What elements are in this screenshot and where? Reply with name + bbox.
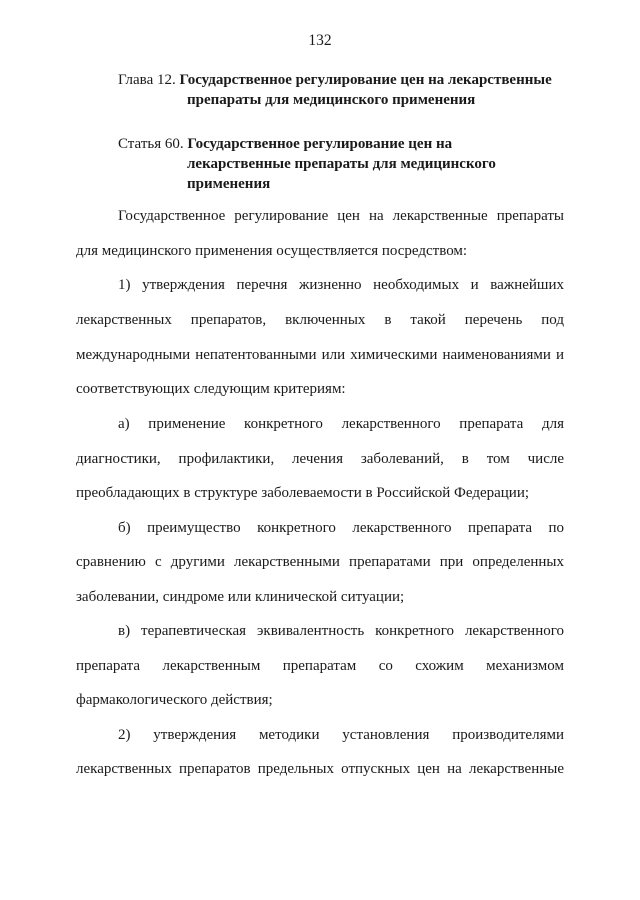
text-line: для медицинского применения осуществляется посредством: (76, 243, 468, 259)
text-line: 2) утверждения методики установления производителями (118, 727, 564, 743)
text-line: диагностики, профилактики, лечения заболеваний, в том числе (76, 451, 564, 467)
article-title-line2: лекарственные препараты для медицинского (187, 156, 496, 172)
text-line: 1) утверждения перечня жизненно необходимых и важнейших (118, 277, 564, 293)
text-line: лекарственных препаратов, включенных в такой перечень под (76, 312, 564, 328)
text-line: сравнению с другими лекарственными препаратами при определенных (76, 554, 564, 570)
text-line: заболевании, синдроме или клинической ситуации; (76, 589, 405, 605)
text-line: преобладающих в структуре заболеваемости в Российской Федерации; (76, 485, 530, 501)
article-prefix: Статья 60. (118, 136, 184, 152)
text-line: международными непатентованными или химическими наименованиями и (76, 347, 564, 363)
chapter-prefix: Глава 12. (118, 72, 176, 88)
article-title-line3: применения (187, 176, 271, 192)
text-line: в) терапевтическая эквивалентность конкретного лекарственного (118, 623, 564, 639)
text-line: Государственное регулирование цен на лекарственные препараты (118, 208, 564, 224)
text-line: лекарственных препаратов предельных отпускных цен на лекарственные (76, 761, 564, 777)
text-line: препарата лекарственным препаратам со схожим механизмом (76, 658, 564, 674)
text-line: соответствующих следующим критериям: (76, 381, 346, 397)
chapter-title-line2: препараты для медицинского применения (187, 92, 476, 108)
article-title-line1: Государственное регулирование цен на (187, 136, 453, 152)
text-line: а) применение конкретного лекарственного препарата для (118, 416, 564, 432)
text-line: фармакологического действия; (76, 692, 273, 708)
text-line: б) преимущество конкретного лекарственного препарата по (118, 520, 564, 536)
chapter-title-line1: Государственное регулирование цен на лекарственные (179, 72, 552, 88)
page-number: 132 (308, 32, 332, 49)
